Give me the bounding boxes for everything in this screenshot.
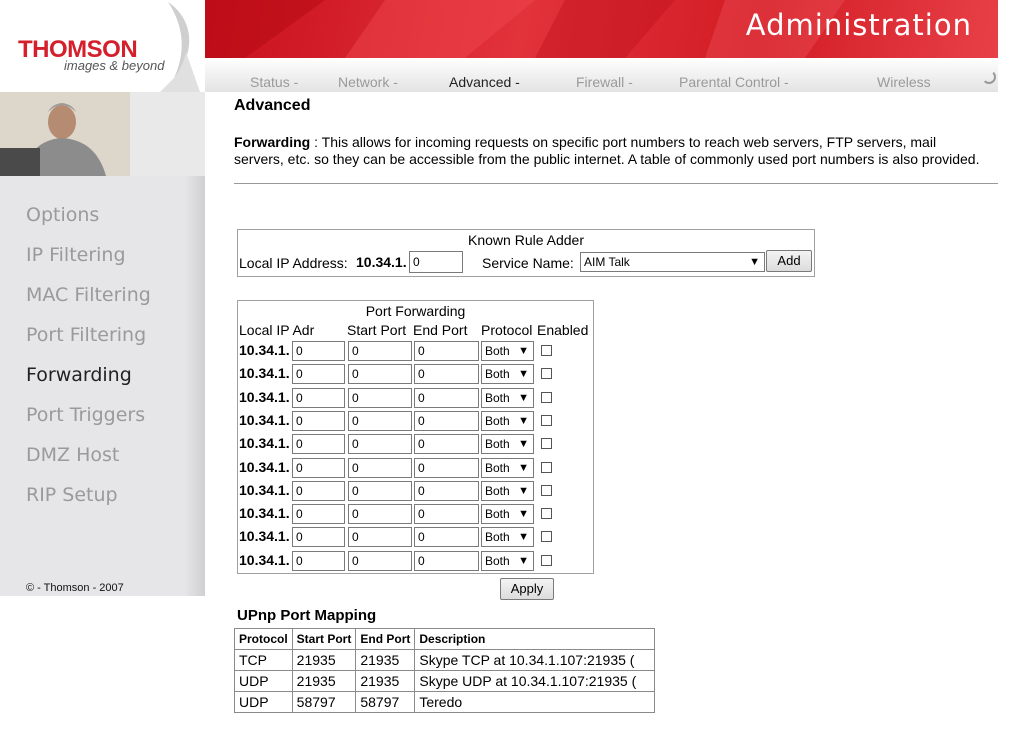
pf-protocol-select[interactable] bbox=[481, 434, 534, 454]
upnp-header-start-port: Start Port bbox=[292, 629, 356, 650]
chevron-down-icon: ▼ bbox=[518, 345, 529, 357]
pf-protocol-select[interactable] bbox=[481, 527, 534, 547]
ip-prefix: 10.34.1. bbox=[239, 435, 290, 452]
pf-start-port-input[interactable] bbox=[348, 551, 412, 571]
upnp-cell: UDP bbox=[235, 692, 293, 713]
sidebar-item-port-filtering[interactable]: Port Filtering bbox=[26, 324, 147, 346]
pf-protocol-value: Both bbox=[485, 344, 510, 358]
header-end-port: End Port bbox=[413, 322, 468, 338]
pf-enabled-checkbox[interactable] bbox=[541, 345, 552, 356]
upnp-header-row bbox=[235, 629, 655, 650]
pf-ip-input[interactable] bbox=[292, 551, 345, 571]
local-ip-label: Local IP Address: bbox=[239, 255, 348, 271]
pf-end-port-input[interactable] bbox=[414, 551, 479, 571]
header-protocol: Protocol bbox=[481, 322, 533, 338]
pf-ip-input[interactable] bbox=[292, 411, 345, 431]
table-row bbox=[235, 671, 655, 692]
header-enabled: Enabled bbox=[537, 322, 589, 338]
pf-protocol-value: Both bbox=[485, 390, 510, 405]
pf-end-port-input[interactable] bbox=[414, 364, 479, 384]
person-photo-icon bbox=[0, 92, 205, 176]
pf-protocol-value: Both bbox=[485, 507, 510, 522]
pf-start-port-input[interactable] bbox=[348, 388, 412, 408]
chevron-down-icon: ▼ bbox=[518, 508, 529, 521]
pf-protocol-value: Both bbox=[485, 367, 510, 382]
pf-ip-input[interactable] bbox=[292, 504, 345, 524]
known-rule-title: Known Rule Adder bbox=[468, 232, 584, 248]
ip-prefix: 10.34.1. bbox=[239, 528, 290, 545]
apply-button[interactable]: Apply bbox=[500, 578, 554, 600]
ip-prefix: 10.34.1. bbox=[239, 365, 290, 382]
pf-enabled-checkbox[interactable] bbox=[541, 392, 552, 403]
upnp-cell: 21935 bbox=[356, 650, 415, 671]
upnp-title: UPnp Port Mapping bbox=[237, 607, 377, 624]
ip-prefix: 10.34.1. bbox=[239, 551, 290, 568]
pf-ip-input[interactable] bbox=[292, 527, 345, 547]
pf-enabled-checkbox[interactable] bbox=[541, 462, 552, 473]
pf-protocol-select[interactable] bbox=[481, 504, 534, 524]
header-local-ip: Local IP Adr bbox=[239, 322, 315, 338]
pf-protocol-select[interactable] bbox=[481, 551, 534, 571]
divider bbox=[234, 183, 998, 184]
ip-prefix: 10.34.1. bbox=[239, 342, 290, 358]
table-row bbox=[235, 650, 655, 671]
service-name-label: Service Name: bbox=[482, 255, 574, 271]
known-rule-ip-input[interactable] bbox=[409, 251, 463, 273]
pf-ip-input[interactable] bbox=[292, 341, 345, 361]
logo-swoosh-icon bbox=[140, 0, 200, 92]
pf-enabled-checkbox[interactable] bbox=[541, 415, 552, 426]
pf-end-port-input[interactable] bbox=[414, 504, 479, 524]
pf-protocol-select[interactable] bbox=[481, 341, 534, 361]
pf-start-port-input[interactable] bbox=[348, 527, 412, 547]
ip-prefix: 10.34.1. bbox=[239, 388, 290, 405]
upnp-cell: 21935 bbox=[292, 671, 356, 692]
chevron-down-icon: ▼ bbox=[518, 531, 529, 544]
pf-protocol-select[interactable] bbox=[481, 481, 534, 501]
page-title: Advanced bbox=[234, 97, 311, 114]
ip-prefix: 10.34.1. bbox=[239, 458, 290, 475]
chevron-down-icon: ▼ bbox=[518, 554, 529, 567]
pf-protocol-value: Both bbox=[485, 460, 510, 475]
pf-protocol-value: Both bbox=[485, 413, 510, 428]
pf-enabled-checkbox[interactable] bbox=[541, 531, 552, 542]
pf-protocol-select[interactable] bbox=[481, 411, 534, 431]
service-name-select[interactable] bbox=[580, 252, 765, 272]
copyright: © - Thomson - 2007 bbox=[26, 582, 124, 594]
pf-end-port-input[interactable] bbox=[414, 411, 479, 431]
sidebar-photo bbox=[0, 92, 205, 176]
chevron-down-icon: ▼ bbox=[518, 438, 529, 451]
pf-start-port-input[interactable] bbox=[348, 458, 412, 478]
header-title: Administration bbox=[745, 8, 972, 42]
chevron-down-icon: ▼ bbox=[518, 368, 529, 381]
sidebar bbox=[0, 176, 205, 596]
nav-status[interactable]: Status - bbox=[250, 74, 299, 90]
pf-start-port-input[interactable] bbox=[348, 481, 412, 501]
pf-enabled-checkbox[interactable] bbox=[541, 508, 552, 519]
sidebar-item-forwarding[interactable]: Forwarding bbox=[26, 364, 132, 386]
upnp-header-description: Description bbox=[415, 629, 655, 650]
chevron-down-icon: ▼ bbox=[518, 484, 529, 497]
upnp-header-end-port: End Port bbox=[356, 629, 415, 650]
brand-tagline: images & beyond bbox=[64, 58, 165, 73]
upnp-cell: 58797 bbox=[356, 692, 415, 713]
upnp-cell: 21935 bbox=[292, 650, 356, 671]
table-row bbox=[235, 692, 655, 713]
pf-enabled-checkbox[interactable] bbox=[541, 485, 552, 496]
top-nav bbox=[205, 58, 998, 92]
ip-prefix: 10.34.1. bbox=[239, 481, 290, 498]
upnp-cell: Skype TCP at 10.34.1.107:21935 ( bbox=[415, 650, 655, 671]
pf-start-port-input[interactable] bbox=[348, 411, 412, 431]
pf-end-port-input[interactable] bbox=[414, 388, 479, 408]
logo-area bbox=[0, 0, 205, 92]
pf-end-port-input[interactable] bbox=[414, 527, 479, 547]
sidebar-item-ip-filtering[interactable]: IP Filtering bbox=[26, 244, 126, 266]
pf-protocol-value: Both bbox=[485, 553, 510, 568]
nav-network[interactable]: Network - bbox=[338, 74, 398, 90]
page-description bbox=[234, 134, 986, 168]
pf-end-port-input[interactable] bbox=[414, 434, 479, 454]
upnp-cell: 58797 bbox=[292, 692, 356, 713]
nav-firewall[interactable]: Firewall - bbox=[576, 74, 633, 90]
upnp-cell: 21935 bbox=[356, 671, 415, 692]
sidebar-item-mac-filtering[interactable]: MAC Filtering bbox=[26, 284, 151, 306]
nav-advanced[interactable]: Advanced - bbox=[449, 74, 520, 90]
pf-enabled-checkbox[interactable] bbox=[541, 368, 552, 379]
service-name-value: AIM Talk bbox=[584, 255, 630, 269]
pf-end-port-input[interactable] bbox=[414, 481, 479, 501]
sidebar-item-dmz-host[interactable]: DMZ Host bbox=[26, 444, 120, 466]
upnp-cell: TCP bbox=[235, 650, 293, 671]
pf-start-port-input[interactable] bbox=[348, 364, 412, 384]
pf-end-port-input[interactable] bbox=[414, 458, 479, 478]
upnp-header-protocol: Protocol bbox=[235, 629, 293, 650]
pf-protocol-value: Both bbox=[485, 437, 510, 452]
sidebar-item-port-triggers[interactable]: Port Triggers bbox=[26, 404, 146, 426]
pf-enabled-checkbox[interactable] bbox=[541, 438, 552, 449]
pf-end-port-input[interactable] bbox=[414, 341, 479, 361]
brand-logo: THOMSON bbox=[18, 36, 138, 63]
pf-protocol-select[interactable] bbox=[481, 458, 534, 478]
pf-enabled-checkbox[interactable] bbox=[541, 555, 552, 566]
header-start-port: Start Port bbox=[347, 322, 407, 338]
upnp-cell: Skype UDP at 10.34.1.107:21935 ( bbox=[415, 671, 655, 692]
pf-ip-input[interactable] bbox=[292, 364, 345, 384]
upnp-cell: Teredo bbox=[415, 692, 655, 713]
upnp-table bbox=[234, 628, 655, 713]
nav-wireless[interactable]: Wireless bbox=[877, 74, 931, 90]
chevron-down-icon: ▼ bbox=[749, 256, 760, 268]
pf-start-port-input[interactable] bbox=[348, 434, 412, 454]
pf-protocol-value: Both bbox=[485, 483, 510, 498]
port-forwarding-title: Port Forwarding bbox=[365, 303, 466, 319]
known-rule-adder bbox=[237, 229, 815, 277]
description-text: : This allows for incoming requests on specific port numbers to reach web servers, FTP servers, mail servers, etc. so they can be accessible from the public internet. A table of commonly used port numbers is also provided. bbox=[234, 134, 980, 167]
pf-start-port-input[interactable] bbox=[348, 341, 412, 361]
add-button[interactable]: Add bbox=[766, 250, 812, 272]
header-banner bbox=[205, 0, 998, 58]
pf-ip-input[interactable] bbox=[292, 434, 345, 454]
pf-ip-input[interactable] bbox=[292, 458, 345, 478]
chevron-down-icon: ▼ bbox=[518, 414, 529, 427]
pf-ip-input[interactable] bbox=[292, 481, 345, 501]
port-forwarding-table bbox=[237, 300, 594, 574]
ip-prefix: 10.34.1. bbox=[239, 505, 290, 522]
nav-parental-control[interactable]: Parental Control - bbox=[679, 74, 789, 90]
sidebar-item-rip-setup[interactable]: RIP Setup bbox=[26, 484, 118, 506]
chevron-down-icon: ▼ bbox=[518, 391, 529, 404]
pf-ip-input[interactable] bbox=[292, 388, 345, 408]
upnp-cell: UDP bbox=[235, 671, 293, 692]
ip-prefix: 10.34.1. bbox=[356, 254, 407, 270]
pf-protocol-select[interactable] bbox=[481, 364, 534, 384]
chevron-down-icon: ▼ bbox=[518, 461, 529, 474]
sidebar-item-options[interactable]: Options bbox=[26, 204, 100, 226]
pf-start-port-input[interactable] bbox=[348, 504, 412, 524]
description-term: Forwarding bbox=[234, 134, 311, 150]
pf-protocol-select[interactable] bbox=[481, 388, 534, 408]
ip-prefix: 10.34.1. bbox=[239, 411, 290, 428]
pf-protocol-value: Both bbox=[485, 530, 510, 545]
loading-spinner-icon bbox=[982, 70, 996, 84]
